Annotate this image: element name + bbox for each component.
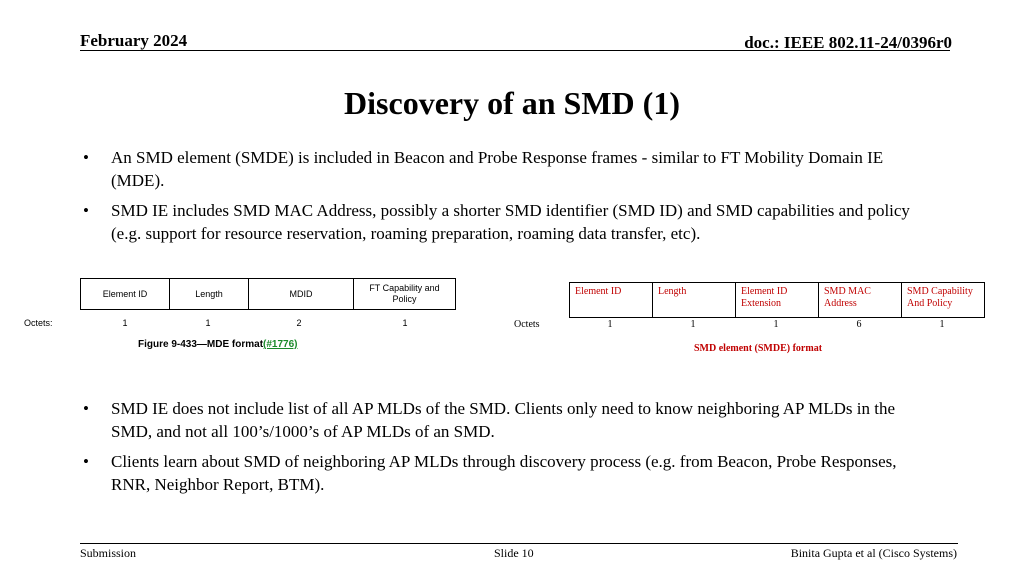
footer-submission: Submission xyxy=(80,546,137,560)
smde-octet-value: 1 xyxy=(773,319,779,330)
mde-figure-caption xyxy=(138,339,298,350)
smde-field-smd-mac-address: SMD MAC Address xyxy=(819,283,902,318)
bottom-bullet-list xyxy=(80,397,930,503)
smde-field-smd-capability: SMD Capability And Policy xyxy=(902,283,985,318)
footer-slide-number: Slide 10 xyxy=(494,546,534,560)
smde-octet-value: 6 xyxy=(856,319,862,330)
smde-format-table xyxy=(569,282,985,318)
mde-field-length: Length xyxy=(170,279,249,310)
mde-octet-value: 1 xyxy=(122,318,128,328)
mde-octet-value: 1 xyxy=(205,318,211,328)
mde-caption-link[interactable]: (#1776) xyxy=(263,339,298,350)
mde-field-element-id: Element ID xyxy=(81,279,170,310)
bullet-item: • An SMD element (SMDE) is included in Beacon and Probe Response frames - similar to FT Mobility Domain IE (MDE). xyxy=(80,146,930,192)
smde-figure-caption: SMD element (SMDE) format xyxy=(694,343,823,354)
smde-octets-label: Octets xyxy=(514,319,540,330)
mde-field-mdid: MDID xyxy=(249,279,354,310)
smde-field-length: Length xyxy=(653,283,736,318)
header-doc-id: doc.: IEEE 802.11-24/0396r0 xyxy=(744,33,952,52)
smde-octet-value: 1 xyxy=(939,319,945,330)
mde-format-table xyxy=(80,278,456,310)
bullet-item: • SMD IE includes SMD MAC Address, possibly a shorter SMD identifier (SMD ID) and SMD capabilities and policy (e.g. support for resource reservation, roaming preparation, roaming data transfer, etc). xyxy=(80,199,930,245)
mde-caption-text: Figure 9-433—MDE format xyxy=(138,339,264,350)
footer-divider xyxy=(80,543,958,544)
smde-field-element-id: Element ID xyxy=(570,283,653,318)
mde-octet-value: 2 xyxy=(296,318,302,328)
smde-octet-value: 1 xyxy=(690,319,696,330)
top-bullet-list xyxy=(80,146,930,252)
bullet-item: • SMD IE does not include list of all AP MLDs of the SMD. Clients only need to know neighboring AP MLDs in the SMD, and not all 100’s/1000’s of AP MLDs of an SMD. xyxy=(80,397,930,443)
smde-field-element-id-extension: Element ID Extension xyxy=(736,283,819,318)
header-date: February 2024 xyxy=(80,31,188,50)
mde-octets-label: Octets: xyxy=(24,318,53,328)
slide-title: Discovery of an SMD (1) xyxy=(344,85,680,121)
header-divider xyxy=(80,50,950,51)
bullet-item: • Clients learn about SMD of neighboring AP MLDs through discovery process (e.g. from Beacon, Probe Responses, RNR, Neighbor Report, BTM). xyxy=(80,450,930,496)
mde-field-ft-capability: FT Capability and Policy xyxy=(354,279,456,310)
mde-octet-value: 1 xyxy=(402,318,408,328)
smde-octet-value: 1 xyxy=(607,319,613,330)
footer-authors: Binita Gupta et al (Cisco Systems) xyxy=(790,546,957,560)
